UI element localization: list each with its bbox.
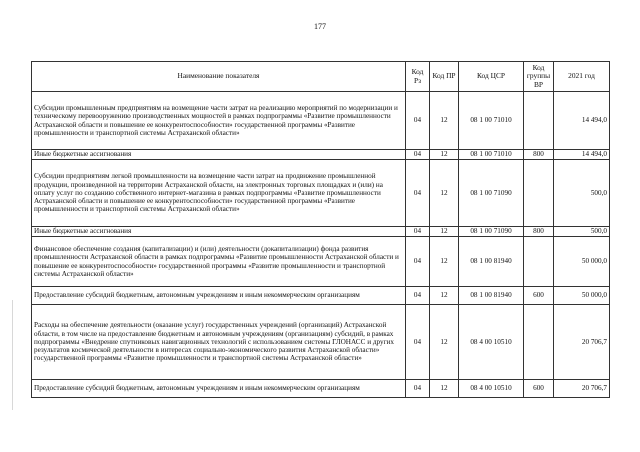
header-vr: Код группы ВР: [524, 62, 554, 92]
header-csr: Код ЦСР: [459, 62, 524, 92]
row-name: Субсидии промышленным предприятиям на возмещение части затрат на реализацию мероприятий по модернизации и техническому перевооружению производственных мощностей в рамках подпрограммы «Развитие промышленности Астраханской области и повышение ее конкурентоспособности» государственной программы «Развитие промышленности и транспортной системы Астраханской области»: [32, 92, 406, 150]
row-rz: 04: [406, 160, 430, 227]
row-rz: 04: [406, 380, 430, 398]
row-vr: 600: [524, 380, 554, 398]
table-row: [32, 160, 610, 227]
scan-edge-mark: [12, 300, 13, 410]
row-vr: 800: [524, 227, 554, 237]
header-rz: Код Рз: [406, 62, 430, 92]
row-rz: 04: [406, 227, 430, 237]
row-pr: 12: [430, 305, 459, 380]
row-pr: 12: [430, 150, 459, 160]
row-name: Расходы на обеспечение деятельности (оказание услуг) государственных учреждений (организаций) Астраханской области, в том числе на предоставление бюджетным и автономным учреждениям (организациям) субсидий, в рамках подпрограммы «Внедрение спутниковых навигационных технологий с использованием системы ГЛОНАСС и других результатов космической деятельности в интересах социально-экономического развития Астраханской области» государственной программы «Развитие промышленности и транспортной системы Астраханской области»: [32, 305, 406, 380]
header-pr: Код ПР: [430, 62, 459, 92]
row-vr: 600: [524, 287, 554, 305]
row-vr: 800: [524, 150, 554, 160]
row-name: Предоставление субсидий бюджетным, автономным учреждениям и иным некоммерческим организациям: [32, 287, 406, 305]
row-amount: 14 494,0: [554, 92, 610, 150]
row-csr: 08 1 00 71090: [459, 227, 524, 237]
row-amount: 50 000,0: [554, 237, 610, 287]
row-name: Иные бюджетные ассигнования: [32, 150, 406, 160]
row-pr: 12: [430, 160, 459, 227]
row-rz: 04: [406, 237, 430, 287]
row-csr: 08 1 00 81940: [459, 287, 524, 305]
row-pr: 12: [430, 92, 459, 150]
row-vr: [524, 237, 554, 287]
row-amount: 20 706,7: [554, 380, 610, 398]
row-rz: 04: [406, 92, 430, 150]
table-row: [32, 305, 610, 380]
row-pr: 12: [430, 227, 459, 237]
row-csr: 08 1 00 71010: [459, 150, 524, 160]
row-vr: [524, 305, 554, 380]
row-rz: 04: [406, 150, 430, 160]
budget-table: [31, 61, 610, 398]
table-row: [32, 150, 610, 160]
table-row: [32, 237, 610, 287]
row-amount: 500,0: [554, 160, 610, 227]
row-pr: 12: [430, 380, 459, 398]
header-year: 2021 год: [554, 62, 610, 92]
row-name: Предоставление субсидий бюджетным, автономным учреждениям и иным некоммерческим организациям: [32, 380, 406, 398]
row-pr: 12: [430, 237, 459, 287]
row-rz: 04: [406, 305, 430, 380]
table-row: [32, 227, 610, 237]
table-row: [32, 287, 610, 305]
row-name: Финансовое обеспечение создания (капитализации) и (или) деятельности (докапитализации) фонда развития промышленности Астраханской области в рамках подпрограммы «Развитие промышленности Астраханской области и повышение ее конкурентоспособности» государственной программы «Развитие промышленности и транспортной системы Астраханской области»: [32, 237, 406, 287]
row-csr: 08 4 00 10510: [459, 305, 524, 380]
row-csr: 08 1 00 71010: [459, 92, 524, 150]
table-header-row: [32, 62, 610, 92]
row-rz: 04: [406, 287, 430, 305]
table-row: [32, 380, 610, 398]
row-amount: 500,0: [554, 227, 610, 237]
row-vr: [524, 92, 554, 150]
row-name: Иные бюджетные ассигнования: [32, 227, 406, 237]
row-csr: 08 4 00 10510: [459, 380, 524, 398]
table-row: [32, 92, 610, 150]
row-pr: 12: [430, 287, 459, 305]
header-name: Наименование показателя: [32, 62, 406, 92]
row-csr: 08 1 00 71090: [459, 160, 524, 227]
page-number: 177: [314, 22, 326, 31]
row-amount: 50 000,0: [554, 287, 610, 305]
row-csr: 08 1 00 81940: [459, 237, 524, 287]
row-vr: [524, 160, 554, 227]
row-amount: 20 706,7: [554, 305, 610, 380]
row-name: Субсидии предприятиям легкой промышленности на возмещение части затрат на продвижение промышленной продукции, произведенной на территории Астраханской области, на электронных торговых площадках и (или) на оплату услуг по созданию собственного интернет-магазина в рамках подпрограммы «Развитие промышленности Астраханской области и повышение ее конкурентоспособности» государственной программы «Развитие промышленности и транспортной системы Астраханской области»: [32, 160, 406, 227]
row-amount: 14 494,0: [554, 150, 610, 160]
